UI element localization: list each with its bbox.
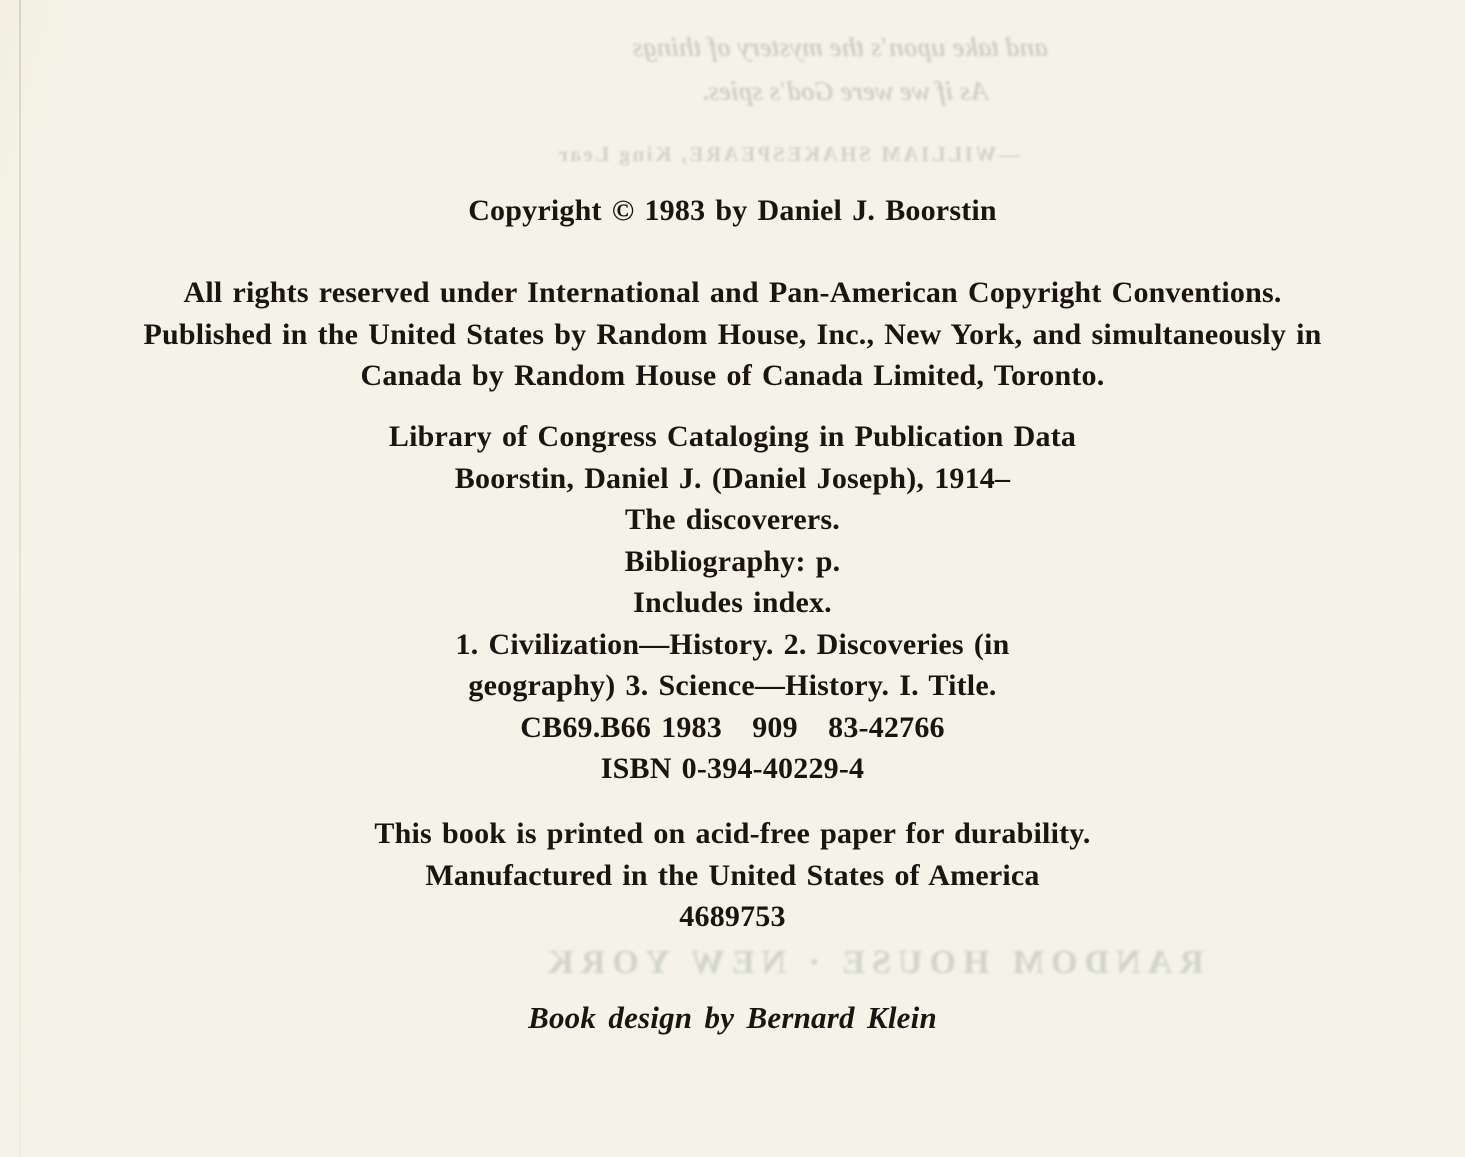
design-credit-block [0, 997, 1465, 1039]
printing-number-line: 4689753 [679, 900, 786, 933]
cip-line: geography) 3. Science—History. I. Title. [468, 669, 997, 702]
cip-line: Boorstin, Daniel J. (Daniel Joseph), 1914– [454, 461, 1011, 495]
cip-call-number-line: CB69.B66 1983 909 83-42766 [520, 710, 945, 744]
rights-line: All rights reserved under International and Pan-American Copyright Conventions. [183, 276, 1282, 309]
showthrough-epigraph-line-1: and take upon's the mystery of things [632, 32, 1048, 62]
printing-line: Manufactured in the United States of America [425, 858, 1040, 892]
copyright-line: Copyright © 1983 by Daniel J. Boorstin [468, 194, 997, 227]
rights-paragraph [0, 272, 1465, 397]
rights-line: Published in the United States by Random House, Inc., New York, and simultaneously in [143, 317, 1322, 351]
showthrough-epigraph-line-2: As if we were God's spies. [701, 76, 989, 106]
rights-line: Canada by Random House of Canada Limited, Toronto. [360, 359, 1105, 392]
printing-line: This book is printed on acid-free paper for durability. [374, 817, 1091, 850]
isbn-line: ISBN 0-394-40229-4 [600, 752, 865, 785]
cip-line: The discoverers. [624, 503, 840, 536]
design-credit-line: Book design by Bernard Klein [528, 1000, 937, 1035]
cataloging-block [0, 416, 1465, 790]
cip-line: 1. Civilization—History. 2. Discoveries (in [455, 627, 1010, 661]
cip-line: Bibliography: p. [624, 544, 841, 578]
showthrough-imprint-line: RANDOM HOUSE · NEW YORK [540, 944, 1204, 981]
copyright-block [0, 190, 1465, 232]
cip-line: Library of Congress Cataloging in Publication Data [388, 420, 1077, 453]
printing-block [0, 813, 1465, 938]
cip-line: Includes index. [633, 586, 832, 619]
showthrough-epigraph-line-3: —WILLIAM SHAKESPEARE, King Lear [556, 142, 1020, 166]
